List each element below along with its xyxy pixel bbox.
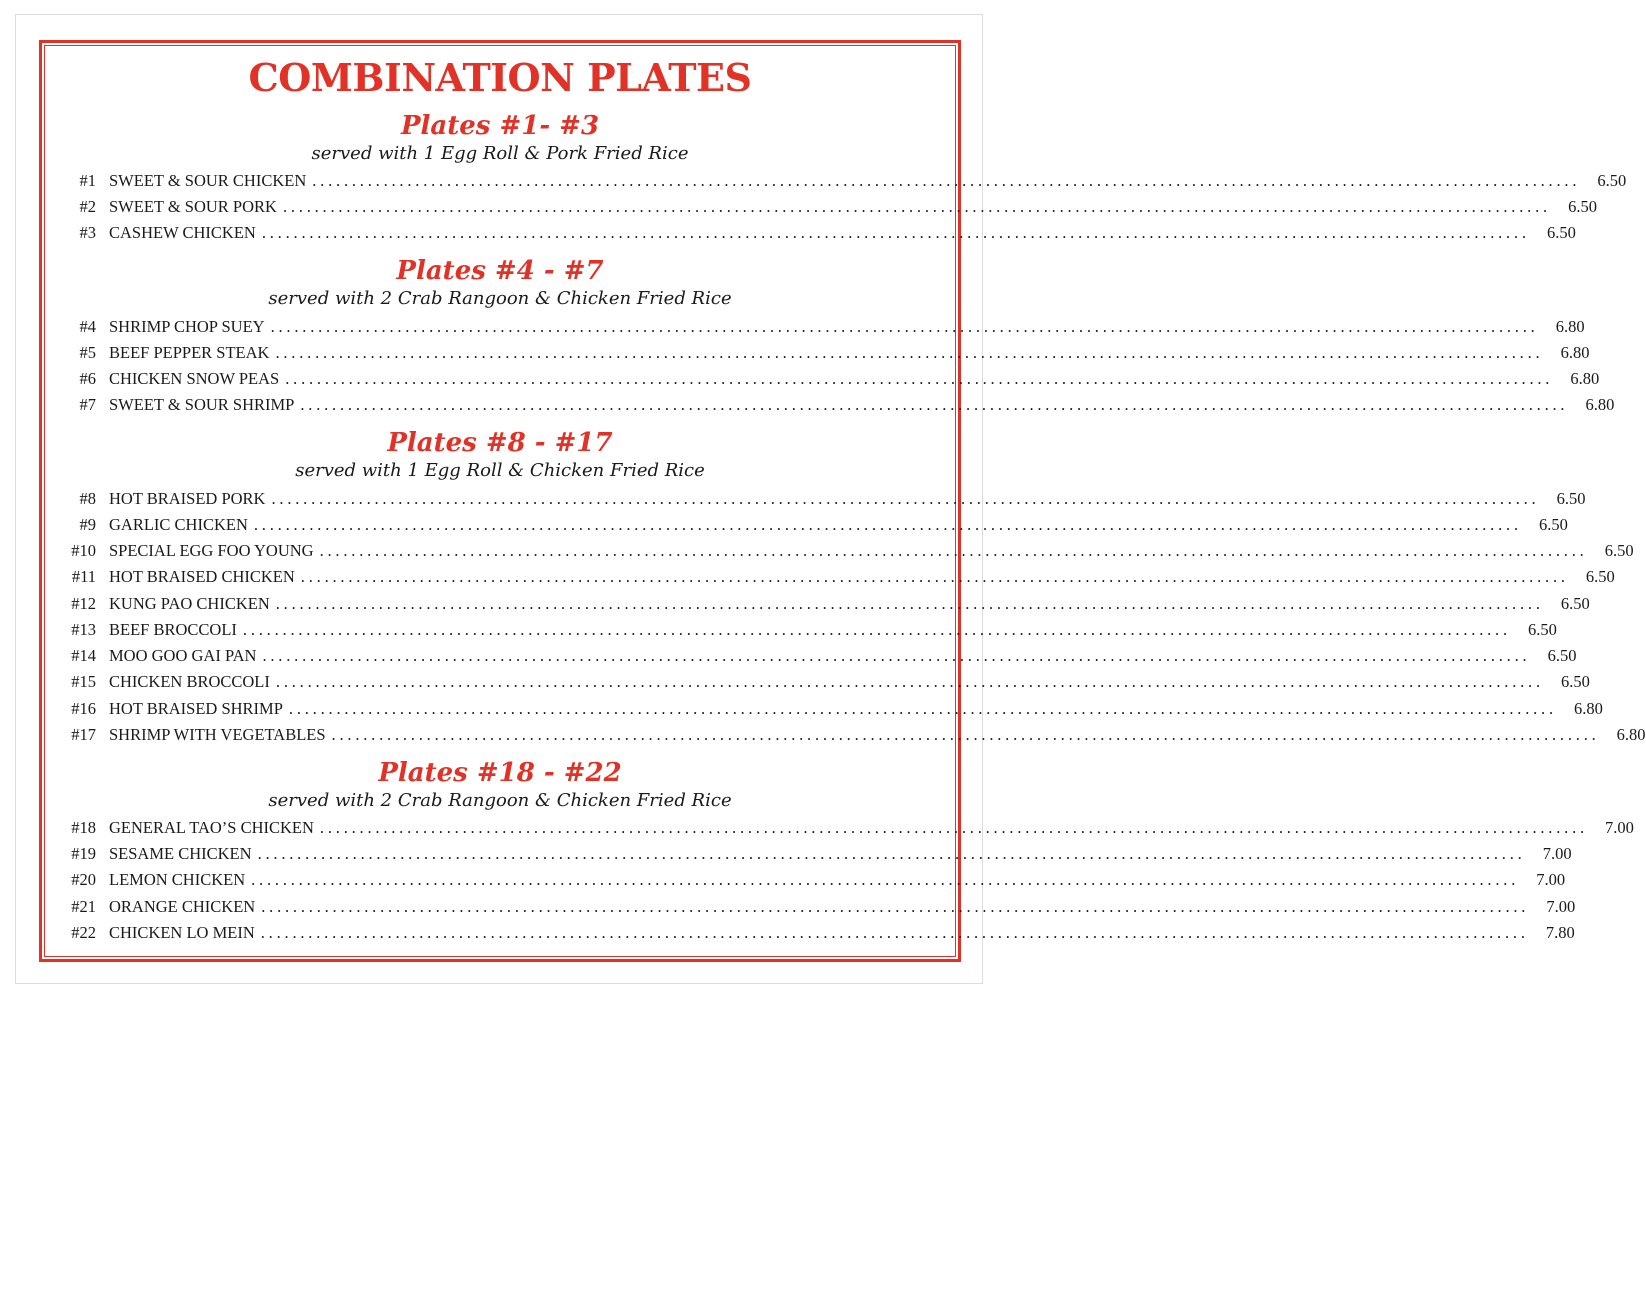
dot-leader: ................................................................................................................................................................	[262, 646, 1531, 665]
item-price: 6.50	[1604, 541, 1634, 560]
item-price: 7.00	[1542, 844, 1572, 863]
item-number: #6	[79, 369, 96, 388]
item-name: SPECIAL EGG FOO YOUNG	[109, 541, 314, 560]
item-number: #15	[71, 672, 96, 691]
item-number: #8	[79, 489, 96, 508]
dot-leader: ................................................................................................................................................................	[251, 870, 1520, 889]
item-price: 7.00	[1536, 870, 1566, 889]
item-price: 6.80	[1616, 725, 1646, 744]
item-name: CHICKEN LO MEIN	[109, 923, 255, 942]
item-price: 7.00	[1546, 897, 1576, 916]
item-number: #18	[71, 818, 96, 837]
item-number: #10	[71, 541, 96, 560]
item-name: SHRIMP WITH VEGETABLES	[109, 725, 326, 744]
item-price: 6.50	[1560, 594, 1590, 613]
section-subtitle: served with 2 Crab Rangoon & Chicken Fried Rice	[268, 790, 732, 811]
item-price: 6.80	[1560, 343, 1590, 362]
item-number: #4	[79, 317, 96, 336]
dot-leader: ................................................................................................................................................................	[331, 725, 1600, 744]
item-number: #2	[79, 197, 96, 216]
item-number: #16	[71, 699, 96, 718]
menu-item	[56, 366, 1600, 392]
item-price: 6.50	[1597, 171, 1627, 190]
menu-item	[56, 168, 1627, 194]
menu-item	[56, 340, 1590, 366]
dot-leader: ................................................................................................................................................................	[270, 317, 1539, 336]
menu-item	[56, 815, 1634, 841]
item-name: KUNG PAO CHICKEN	[109, 594, 270, 613]
section-heading: Plates #4 - #7	[396, 256, 604, 286]
item-number: #21	[71, 897, 96, 916]
menu-item	[56, 722, 1646, 748]
menu-item	[56, 392, 1615, 418]
item-price: 6.80	[1585, 395, 1615, 414]
dot-leader: ................................................................................................................................................................	[261, 223, 1530, 242]
menu-item	[56, 920, 1575, 946]
dot-leader: ................................................................................................................................................................	[282, 197, 1551, 216]
item-price: 6.80	[1555, 317, 1585, 336]
menu-item	[56, 538, 1634, 564]
item-number: #3	[79, 223, 96, 242]
menu-item	[56, 894, 1576, 920]
item-name: CHICKEN BROCCOLI	[109, 672, 270, 691]
dot-leader: ................................................................................................................................................................	[257, 844, 1526, 863]
section-heading: Plates #1- #3	[400, 111, 600, 141]
menu-item	[56, 696, 1603, 722]
item-price: 6.80	[1574, 699, 1603, 718]
dot-leader: ................................................................................................................................................................	[271, 489, 1540, 508]
item-name: HOT BRAISED CHICKEN	[109, 567, 295, 586]
item-number: #12	[71, 594, 96, 613]
item-price: 6.50	[1561, 672, 1590, 691]
item-name: CASHEW CHICKEN	[109, 223, 256, 242]
menu-item	[56, 486, 1586, 512]
menu-item	[56, 564, 1615, 590]
item-number: #9	[79, 515, 96, 534]
item-price: 6.50	[1585, 567, 1615, 586]
menu-item	[56, 194, 1597, 220]
item-name: BEEF BROCCOLI	[109, 620, 237, 639]
item-price: 6.50	[1547, 646, 1577, 665]
item-number: #11	[71, 567, 96, 586]
item-number: #20	[71, 870, 96, 889]
item-name: LEMON CHICKEN	[109, 870, 246, 889]
section-heading: Plates #8 - #17	[387, 428, 613, 458]
dot-leader: ................................................................................................................................................................	[300, 567, 1569, 586]
item-name: SWEET & SOUR CHICKEN	[109, 171, 307, 190]
dot-leader: ................................................................................................................................................................	[261, 897, 1530, 916]
item-price: 7.00	[1605, 818, 1634, 837]
menu-item	[56, 591, 1590, 617]
menu-item	[56, 867, 1566, 893]
item-name: HOT BRAISED SHRIMP	[109, 699, 283, 718]
menu-item	[56, 841, 1572, 867]
item-number: #14	[71, 646, 96, 665]
item-name: SWEET & SOUR SHRIMP	[109, 395, 295, 414]
item-number: #5	[79, 343, 96, 362]
menu-item	[56, 643, 1577, 669]
dot-leader: ................................................................................................................................................................	[260, 923, 1529, 942]
menu-item	[56, 669, 1590, 695]
item-number: #22	[71, 923, 96, 942]
menu-item	[56, 314, 1585, 340]
item-name: MOO GOO GAI PAN	[109, 646, 257, 665]
item-name: ORANGE CHICKEN	[109, 897, 256, 916]
item-name: HOT BRAISED PORK	[109, 489, 266, 508]
item-number: #19	[71, 844, 96, 863]
item-number: #1	[79, 171, 96, 190]
item-name: CHICKEN SNOW PEAS	[109, 369, 280, 388]
item-price: 6.50	[1568, 197, 1597, 216]
dot-leader: ................................................................................................................................................................	[275, 343, 1544, 362]
item-price: 7.80	[1545, 923, 1575, 942]
item-name: SESAME CHICKEN	[109, 844, 252, 863]
dot-leader: ................................................................................................................................................................	[319, 818, 1588, 837]
item-price: 6.50	[1556, 489, 1586, 508]
menu-item	[56, 220, 1576, 246]
dot-leader: ................................................................................................................................................................	[300, 395, 1569, 414]
item-price: 6.50	[1546, 223, 1576, 242]
item-name: GARLIC CHICKEN	[109, 515, 248, 534]
item-name: BEEF PEPPER STEAK	[109, 343, 270, 362]
item-name: SHRIMP CHOP SUEY	[109, 317, 265, 336]
item-number: #13	[71, 620, 96, 639]
item-number: #17	[71, 725, 96, 744]
dot-leader: ................................................................................................................................................................	[242, 620, 1511, 639]
item-price: 6.50	[1539, 515, 1568, 534]
menu-item	[56, 512, 1568, 538]
item-number: #7	[79, 395, 96, 414]
menu-item	[56, 617, 1557, 643]
section-subtitle: served with 1 Egg Roll & Pork Fried Rice	[311, 143, 689, 164]
item-price: 6.80	[1570, 369, 1600, 388]
menu-title: COMBINATION PLATES	[248, 55, 752, 100]
item-price: 6.50	[1528, 620, 1557, 639]
dot-leader: ................................................................................................................................................................	[275, 594, 1544, 613]
dot-leader: ................................................................................................................................................................	[319, 541, 1588, 560]
section-heading: Plates #18 - #22	[378, 758, 622, 788]
dot-leader: ................................................................................................................................................................	[288, 699, 1557, 718]
dot-leader: ................................................................................................................................................................	[253, 515, 1522, 534]
section-subtitle: served with 2 Crab Rangoon & Chicken Fried Rice	[268, 288, 732, 309]
dot-leader: ................................................................................................................................................................	[312, 171, 1581, 190]
section-subtitle: served with 1 Egg Roll & Chicken Fried Rice	[295, 460, 705, 481]
item-name: SWEET & SOUR PORK	[109, 197, 277, 216]
dot-leader: ................................................................................................................................................................	[275, 672, 1544, 691]
item-name: GENERAL TAO’S CHICKEN	[109, 818, 314, 837]
dot-leader: ................................................................................................................................................................	[285, 369, 1554, 388]
